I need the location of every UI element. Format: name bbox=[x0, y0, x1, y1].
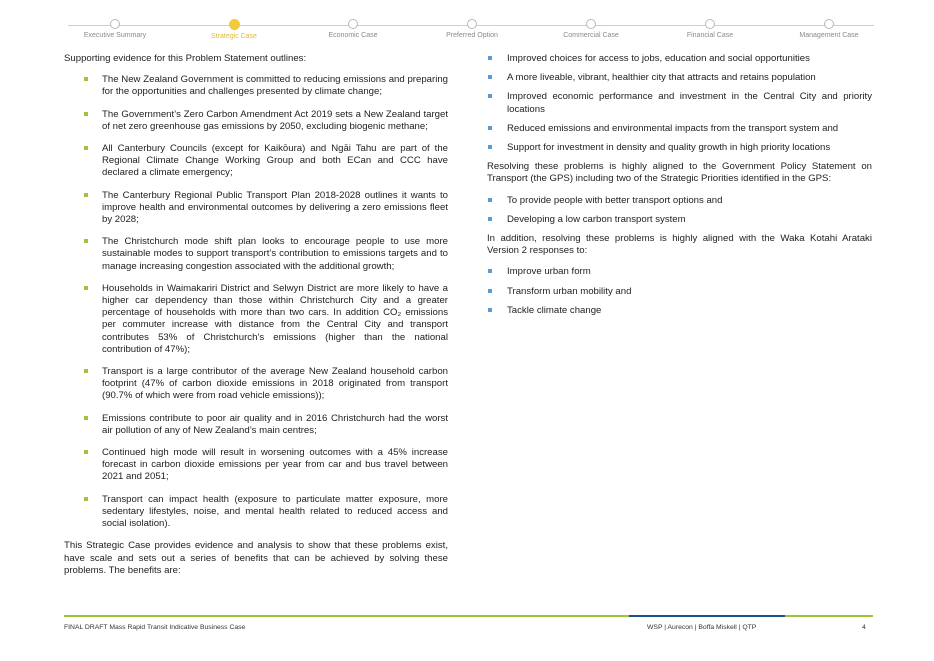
list-item bbox=[487, 53, 872, 65]
list-item-text: Transport can impact health (exposure to particulate matter exposure, more sedentary lifestyles, noise, and mental health related to reduced access and social isolation). bbox=[102, 493, 448, 530]
footer-rule bbox=[64, 615, 629, 617]
list-item-text: The Christchurch mode shift plan looks to encourage people to use more sustainable modes to support transport’s contribution to emissions targets and to manage increasing congestion associated with the additional growth; bbox=[102, 236, 448, 272]
arataki-paragraph: In addition, resolving these problems is highly aligned with the Waka Kotahi Arataki Version 2 responses to: bbox=[487, 233, 872, 257]
list-item-text: Emissions contribute to poor air quality and in 2016 Christchurch had the worst air pollution of any of New Zealand’s main centres; bbox=[102, 412, 448, 436]
list-item-text: The Canterbury Regional Public Transport Plan 2018-2028 outlines it wants to improve health and environmental outcomes by delivering a zero emissions fleet by 2028; bbox=[102, 189, 448, 226]
list-item bbox=[64, 236, 448, 273]
square-bullet-icon bbox=[84, 450, 88, 454]
list-item bbox=[487, 286, 872, 298]
step-label: Preferred Option bbox=[446, 32, 498, 39]
footer-rule-accent bbox=[629, 615, 785, 617]
square-bullet-icon bbox=[488, 198, 492, 202]
list-item-text: Improve urban form bbox=[507, 266, 591, 278]
arataki-responses-list bbox=[487, 266, 872, 317]
step-commercial-case[interactable] bbox=[531, 14, 651, 39]
square-bullet-icon bbox=[488, 126, 492, 130]
step-dot bbox=[705, 19, 715, 29]
square-bullet-icon bbox=[84, 369, 88, 373]
list-item bbox=[487, 142, 872, 154]
square-bullet-icon bbox=[488, 94, 492, 98]
list-item bbox=[64, 447, 448, 484]
step-label: Economic Case bbox=[328, 32, 378, 39]
list-item bbox=[64, 494, 448, 531]
gps-paragraph: Resolving these problems is highly aligned to the Government Policy Statement on Transport (the GPS) including two of the Strategic Priorities identified in the GPS: bbox=[487, 161, 872, 185]
list-item bbox=[487, 91, 872, 115]
square-bullet-icon bbox=[84, 416, 88, 420]
list-item-text: The Government’s Zero Carbon Amendment Act 2019 sets a New Zealand target of net zero greenhouse gas emissions by 2050, excluding biogenic methane; bbox=[102, 108, 448, 132]
list-item-text: Continued high mode will result in worsening outcomes with a 45% increase forecast in carbon dioxide emissions per year from car and bus travel between 2021 and 2051; bbox=[102, 447, 448, 483]
evidence-list bbox=[64, 74, 448, 530]
step-dot-active bbox=[229, 19, 240, 30]
list-item-text: Support for investment in density and quality growth in high priority locations bbox=[507, 142, 831, 154]
right-column bbox=[487, 53, 872, 324]
step-management-case[interactable] bbox=[769, 14, 889, 39]
list-item bbox=[64, 283, 448, 356]
gps-priorities-list bbox=[487, 195, 872, 226]
step-label: Management Case bbox=[799, 32, 859, 39]
step-label: Executive Summary bbox=[83, 32, 147, 39]
step-dot bbox=[586, 19, 596, 29]
step-label: Financial Case bbox=[686, 32, 734, 39]
list-item bbox=[64, 190, 448, 227]
list-item bbox=[64, 74, 448, 98]
square-bullet-icon bbox=[488, 269, 492, 273]
step-label: Strategic Case bbox=[211, 33, 257, 40]
step-preferred-option[interactable] bbox=[412, 14, 532, 39]
square-bullet-icon bbox=[84, 193, 88, 197]
footer-rule-end bbox=[785, 615, 873, 617]
list-item bbox=[487, 305, 872, 317]
list-item-text: Transform urban mobility and bbox=[507, 285, 632, 297]
list-item-text: Tackle climate change bbox=[507, 304, 602, 316]
list-item bbox=[487, 214, 872, 226]
benefits-intro: This Strategic Case provides evidence and analysis to show that these problems exist, have scale and sets out a series of benefits that can be achieved by solving these problems. The benefits are: bbox=[64, 540, 448, 576]
step-dot bbox=[348, 19, 358, 29]
square-bullet-icon bbox=[488, 56, 492, 60]
list-item bbox=[64, 366, 448, 403]
list-item-text: All Canterbury Councils (except for Kaikōura) and Ngāi Tahu are part of the Regional Climate Change Working Group and both ECan and CCC have declared a climate emergency; bbox=[102, 143, 448, 179]
step-dot bbox=[824, 19, 834, 29]
square-bullet-icon bbox=[488, 308, 492, 312]
list-item bbox=[487, 266, 872, 278]
list-item-text: Households in Waimakariri District and Selwyn District are more likely to have a higher car dependency than those within Christchurch City and a greater percentage of households with more than two cars. In addition CO₂ emissions per commuter increase with distance from the Central City and transport contributes 53% of Christchurch’s emissions (higher than the national contribution of 47%); bbox=[102, 282, 448, 355]
footer-document-title: FINAL DRAFT Mass Rapid Transit Indicative Business Case bbox=[64, 624, 246, 631]
step-label: Commercial Case bbox=[563, 32, 619, 39]
square-bullet-icon bbox=[84, 239, 88, 243]
step-dot bbox=[467, 19, 477, 29]
square-bullet-icon bbox=[84, 286, 88, 290]
list-item-text: Improved choices for access to jobs, education and social opportunities bbox=[507, 53, 810, 64]
list-item-text: Developing a low carbon transport system bbox=[507, 213, 686, 225]
list-item-text: To provide people with better transport options and bbox=[507, 194, 723, 206]
square-bullet-icon bbox=[488, 217, 492, 221]
square-bullet-icon bbox=[84, 112, 88, 116]
square-bullet-icon bbox=[84, 497, 88, 501]
square-bullet-icon bbox=[488, 145, 492, 149]
left-column bbox=[64, 53, 448, 583]
step-economic-case[interactable] bbox=[293, 14, 413, 39]
step-strategic-case[interactable] bbox=[174, 14, 294, 40]
list-item-text: Transport is a large contributor of the average New Zealand household carbon footprint (47% of carbon dioxide emissions in 2018 originated from transport (90.7% of which were from road vehicle emissions)); bbox=[102, 366, 448, 402]
evidence-intro: Supporting evidence for this Problem Statement outlines: bbox=[64, 53, 307, 64]
step-executive-summary[interactable] bbox=[55, 14, 175, 39]
list-item-text: The New Zealand Government is committed to reducing emissions and preparing for the opportunities and challenges presented by climate change; bbox=[102, 74, 448, 98]
square-bullet-icon bbox=[488, 289, 492, 293]
footer-authors: WSP | Aurecon | Boffa Miskell | QTP bbox=[647, 624, 757, 631]
list-item bbox=[64, 413, 448, 437]
square-bullet-icon bbox=[488, 75, 492, 79]
list-item bbox=[64, 109, 448, 133]
case-progress-bar bbox=[68, 14, 874, 54]
list-item bbox=[487, 72, 872, 84]
list-item bbox=[487, 123, 872, 135]
step-dot bbox=[110, 19, 120, 29]
list-item bbox=[64, 143, 448, 180]
list-item-text: A more liveable, vibrant, healthier city that attracts and retains population bbox=[507, 72, 816, 84]
list-item bbox=[487, 195, 872, 207]
benefits-list bbox=[487, 53, 872, 154]
list-item-text: Reduced emissions and environmental impacts from the transport system and bbox=[507, 122, 839, 134]
step-financial-case[interactable] bbox=[650, 14, 770, 39]
square-bullet-icon bbox=[84, 77, 88, 81]
page-number: 4 bbox=[862, 624, 866, 631]
list-item-text: Improved economic performance and investment in the Central City and priority locations bbox=[507, 91, 872, 115]
square-bullet-icon bbox=[84, 146, 88, 150]
